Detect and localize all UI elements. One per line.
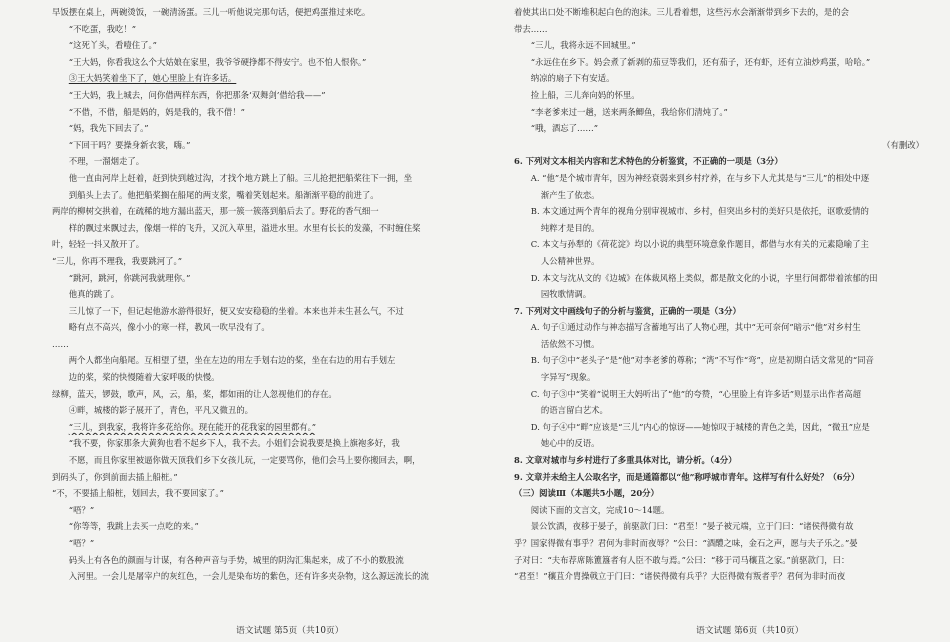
- text-line: 叶，轻轻一抖又散开了。: [52, 239, 145, 250]
- text-line: 乎？国家得微有事乎？君何为非时而夜辱？”公曰：“酒醴之味，金石之声，愿与夫子乐之。”晏: [514, 538, 858, 548]
- text-line: 不理，一溜烟走了。: [68, 156, 145, 167]
- text-line: “不吃蛋，我吃！”: [68, 23, 136, 34]
- text-line: 码头上有各色的颜面与计谋，有各种声音与手势，城里的阴沟汇集起来，成了不小的数股流: [68, 554, 404, 565]
- left-column: [52, 4, 478, 585]
- option-line: 她心中的反语。: [540, 438, 600, 449]
- option-line: 的语言留白艺术。: [540, 405, 608, 416]
- text-line: “三儿，我将永远不回城里。”: [530, 40, 636, 51]
- option-line: A. “他”是个城市青年，因为神经衰弱来到乡村疗养，在与乡下人尤其是与“三儿”的相处中逐: [530, 172, 870, 183]
- text-line: 两个人都坐向船尾。互相望了望，坐在左边的用左手划右边的桨，坐在右边的用右手划左: [68, 355, 396, 366]
- text-line: 着使其出口处不断堆积起白色的泡沫。三儿看着想，这些污水会渐渐带到乡下去的，是的会: [514, 7, 849, 17]
- text-line: “不借，不借，船是妈的，妈是我的，我不借！”: [68, 106, 245, 117]
- option-line: 纯粹才是目的。: [540, 222, 600, 233]
- option-line: A. 句子①通过动作与神态描写含蓄地写出了人物心理，其中“无可奈何”暗示“他”对乡村生: [530, 322, 861, 333]
- option-line: 字异写”现象。: [540, 372, 596, 383]
- text-line: 不愿，而且你家里被逼你做天顶我们乡下女孩儿玩，一定要骂你，他们会马上要你搬回去，啊，: [68, 455, 421, 466]
- text-line: “妈，我先下回去了。”: [68, 123, 149, 134]
- text-line: “永远住在乡下。妈会煮了新剥的茄豆等我们，还有茄子，还有虾，还有立油炒鸡蛋，哈哈。”: [530, 56, 871, 67]
- text-line: “唔？”: [68, 538, 95, 548]
- text-line: 到船头上去了。他把船桨搁在船尾的两支浆，嘴着笑划起来。船渐渐平稳的前进了。: [68, 189, 379, 200]
- option-line: D. 句子④中“畔”应该是“三儿”内心的惊讶——她惊叹于城楼的青色之美，因此，“微丑”应是: [530, 421, 870, 432]
- question-6: 6. 下列对文本相关内容和艺术特色的分析鉴赏，不正确的一项是（3分）: [514, 156, 783, 167]
- text-line: “下回干吗？要操身新衣裳，嗨。”: [68, 139, 191, 150]
- text-line: 他真的跳了。: [68, 289, 120, 300]
- text-line: 他一直由河岸上赶着，赶到快到越过沟，才找个地方跳上了船。三儿抢把把船桨往下一拥，坐: [68, 172, 413, 183]
- underlined-sentence-3: ③王大妈笑着坐下了，她心里脸上有许多话。: [68, 73, 237, 84]
- text-line: 入河里。一会儿是屠宰户的灰红色，一会儿是染布坊的紫色，还有许多夹杂物，这么源远流长的流: [68, 571, 429, 582]
- text-line: “王大妈，我上城去，问你借两样东西，你把那条‘双舞剑’借给我——”: [68, 89, 326, 100]
- source-note: （有删改）: [882, 139, 924, 150]
- text-line: 捡上船，三儿奔向妈的怀里。: [530, 89, 640, 100]
- option-line: C. 句子③中“笑着”说明王大妈听出了“他”的夸赞，“心里脸上有许多话”则显示出作者高超: [530, 388, 862, 399]
- text-line: “不，不要插上船桩，划回去，我不要回家了。”: [52, 488, 224, 499]
- text-line: 两岸的柳树交拱着，在疏稀的地方漏出蓝天，那一簇一簇落到船后去了。野花的香气细一: [52, 206, 379, 217]
- option-line: 渐产生了依恋。: [540, 189, 600, 200]
- text-line: “这死丫头，看噎住了。”: [68, 40, 157, 51]
- text-line: 样的飘过来飘过去，像烟一样的飞升，又沉入草里，溢进水里。水里有长长的发藻，不时缠住桨: [68, 222, 421, 233]
- text-line: “三儿，你再不理我，我要跳河了。”: [52, 255, 182, 266]
- question-7: 7. 下列对文中画线句子的分析与鉴赏，正确的一项是（3分）: [514, 305, 741, 316]
- option-line: D. 本文与沈从文的《边城》在体裁风格上类似，都是散文化的小说，字里行间都带着浓郁的田: [530, 272, 878, 283]
- text-line: “我不要，你家那条大黄狗也看不起乡下人，我不去。小姐们会说我要是换上旗袍多好，我: [68, 438, 400, 449]
- text-line: 三儿惊了一下，但记起他游水游得很好，便又安安稳稳的坐着。本来也并未生甚么气，不过: [68, 305, 404, 316]
- text-line: “李老爹来过一趟，送来两条鲫鱼，我给你们清炖了。”: [530, 106, 728, 117]
- page-footer-right: 语文试题 第6页（共10页）: [696, 626, 804, 636]
- text-line: “君至！”穰苴介胄操戟立于门曰：“诸侯得微有兵乎？大臣得微有叛者乎？君何为非时而夜: [514, 571, 846, 582]
- text-line: 纳凉的扇子下有安适。: [530, 73, 615, 84]
- text-line: 边的桨，桨的快慢随着大家呼吸的快慢。: [68, 372, 220, 383]
- option-line: B. 句子②中“老头子”是“他”对李老爹的尊称；“湾”不写作“弯”，应是初期白话文常见的“同音: [530, 355, 874, 366]
- text-line: “跳河，跳河，你跳河我就理你。”: [68, 272, 191, 283]
- text-line: “哦，酒忘了……”: [530, 123, 598, 134]
- text-line: 带去……: [514, 23, 548, 34]
- text-line: ……: [52, 338, 69, 349]
- text-line: “你等等，我跳上去买一点吃的来。”: [68, 521, 199, 532]
- page-footer-left: 语文试题 第5页（共10页）: [236, 626, 344, 636]
- text-line: 略有点不高兴，像小小的寒一样，教风一吹早没有了。: [68, 322, 270, 333]
- wavy-sentence-4: “三儿，到我家，我将许多花给你。现在能开的花我家的园里都有。”: [68, 421, 317, 432]
- text-line: 阅读下面的文言文，完成10～14题。: [530, 504, 670, 515]
- option-line: 人公精神世界。: [540, 255, 600, 266]
- text-line: 子对曰：“夫布荐席陈簠簋者有人臣不敢与焉。”公曰：“移于司马穰苴之家。”前驱款门，曰：: [514, 554, 850, 565]
- option-line: 园牧歌情调。: [540, 289, 592, 300]
- option-line: 活依然不习惯。: [540, 338, 600, 349]
- text-line: 早饭摆在桌上，两碗烫饭，一碗清汤蛋。三儿一听他说完那句话，便把鸡蛋推过来吃。: [52, 7, 371, 17]
- option-line: C. 本文与孙犁的《荷花淀》均以小说的典型环境意象作题目，都借与水有关的元素隐喻了主: [530, 239, 869, 250]
- question-8: 8. 文章对城市与乡村进行了多重具体对比，请分析。（4分）: [514, 455, 737, 466]
- text-line: 到码头了，你到前面去插上船桩。”: [52, 471, 178, 482]
- section-heading: （三）阅读Ⅲ（本题共5小题，20分）: [514, 488, 659, 499]
- text-line: “王大妈，你看我这么个大姑娘在家里，我爷爷硬挣都不得安宁。也不怕人恨你。”: [68, 56, 367, 67]
- text-line: ④畔，城楼的影子展开了，青色，平凡又微丑的。: [68, 405, 254, 416]
- option-line: B. 本文通过两个青年的视角分别审视城市、乡村，但突出乡村的美好只是依托，讴歌爱情的: [530, 206, 869, 217]
- text-line: 绿柳，蓝天，锣鼓，歌声，风，云，船，桨，都如雨的让人忽视他们的存在。: [52, 388, 337, 399]
- question-9: 9. 文章并未给主人公取名字，而是通篇都以“他”称呼城市青年。这样写有什么好处？（6分）: [514, 471, 860, 482]
- right-column: [514, 4, 924, 585]
- text-line: 景公饮酒，夜移于晏子，前驱款门曰：“君至！”晏子被元端，立于门曰：“诸侯得微有故: [530, 521, 854, 532]
- text-line: “唔？”: [68, 504, 95, 515]
